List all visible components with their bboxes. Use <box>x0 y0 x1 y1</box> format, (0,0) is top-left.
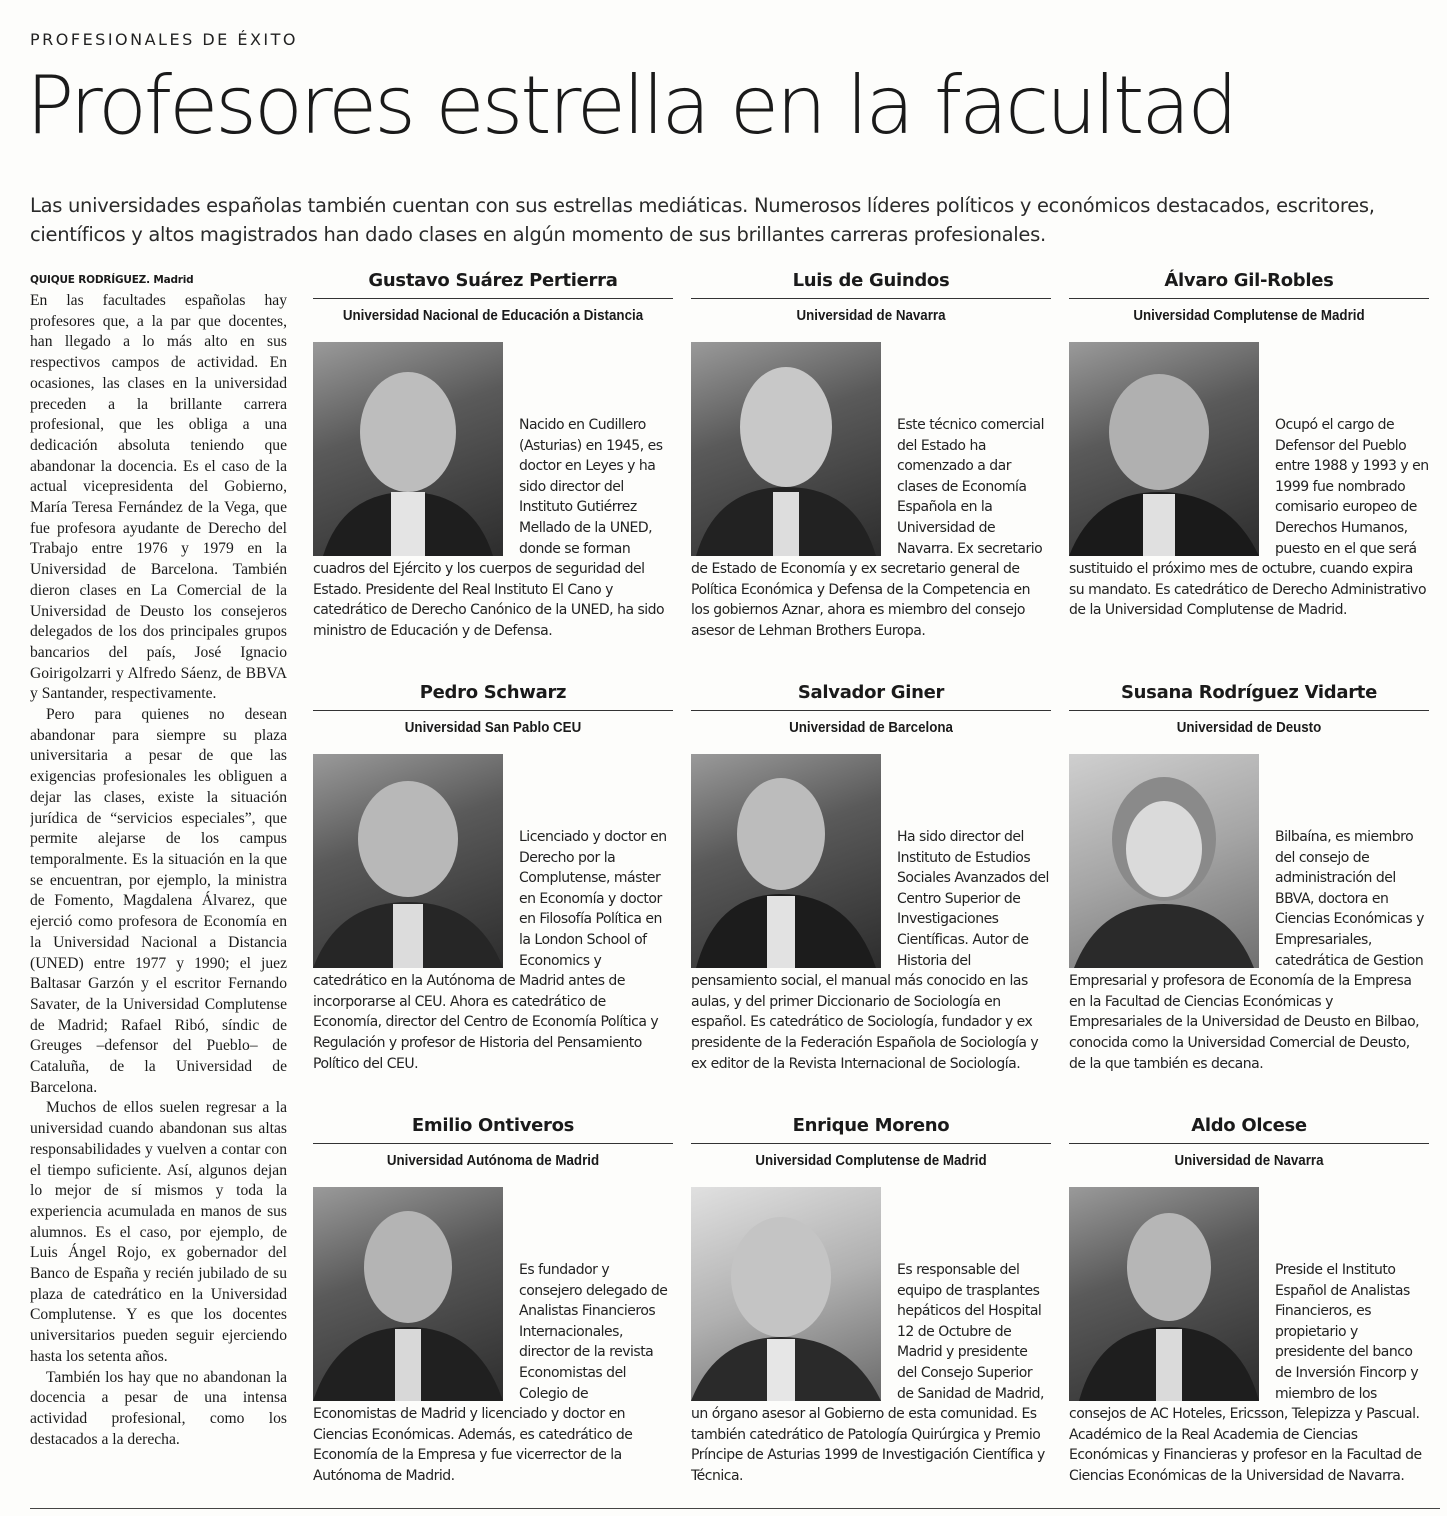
profile-name: Álvaro Gil-Robles <box>1164 270 1334 291</box>
profile-card <box>691 270 1051 695</box>
profile-card <box>313 270 673 695</box>
profile-name: Emilio Ontiveros <box>411 1115 575 1136</box>
profile-bio: Nacido en Cudillero (Asturias) en 1945, es doctor en Leyes y ha sido director del Instituto Gutiérrez Mellado de la UNED, donde se forman cuadros del Ejército y los cuerpos de seguridad del Estado. Presidente del Real Instituto El Cano y catedrático de Derecho Canónico de la UNED, ha sido ministro de Educación y de Defensa. <box>313 417 665 639</box>
profile-university: Universidad de Navarra <box>796 308 946 324</box>
section-label: PROFESIONALES DE ÉXITO <box>30 30 298 49</box>
profile-bio: Bilbaína, es miembro del consejo de administración del BBVA, doctora en Ciencias Económicas y Empresariales, catedrática de Gestion Empresarial y profesora de Economía de la Empresa en la Facultad de Ciencias Económicas y Empresariales de la Universidad de Deusto en Bilbao, conocida como la Universidad Comercial de Deusto, de la que también es decana. <box>1069 829 1424 1072</box>
profile-card <box>691 1115 1051 1516</box>
profile-name: Pedro Schwarz <box>419 682 567 703</box>
profile-name: Salvador Giner <box>797 682 945 703</box>
bottom-rule <box>30 1508 1440 1509</box>
profile-card <box>1069 270 1429 695</box>
profile-university: Universidad de Navarra <box>1174 1153 1324 1169</box>
profile-bio: Preside el Instituto Español de Analistas Financieros, es propietario y presidente del banco de Inversión Fincorp y miembro de los consejos de AC Hoteles, Ericsson, Telepizza y Pascual. Académico de la Real Academia de Ciencias Económicas y Financieras y profesor en la Facultad de Ciencias Económicas de la Universidad de Navarra. <box>1069 1262 1422 1484</box>
profile-bio: Este técnico comercial del Estado ha comenzado a dar clases de Economía Española en la Universidad de Navarra. Ex secretario de Estado de Economía y ex secretario general de Política Económica y Defensa de la Competencia en los gobiernos Aznar, ahora es miembro del consejo asesor de Lehman Brothers Europa. <box>691 417 1044 639</box>
profile-card <box>313 682 673 1107</box>
profile-divider <box>691 298 1051 299</box>
profile-card <box>1069 1115 1429 1516</box>
profile-university: Universidad de Barcelona <box>789 720 953 736</box>
profile-name: Enrique Moreno <box>792 1115 950 1136</box>
profile-divider <box>1069 1143 1429 1144</box>
profile-bio: Licenciado y doctor en Derecho por la Complutense, máster en Economía y doctor en Filosofía Política en la London School of Economics y catedrático en la Autónoma de Madrid antes de incorporarse al CEU. Ahora es catedrático de Economía, director del Centro de Economía Política y Regulación y profesor de Historia del Pensamiento Político del CEU. <box>313 829 667 1072</box>
profile-divider <box>691 710 1051 711</box>
body-paragraph: En las facultades españolas hay profesores que, a la par que docentes, han llegado a lo más alto en sus respectivos campos de actividad. En ocasiones, las clases en la universidad preceden a la brillante carrera profesional, que les obliga a una dedicación absoluta teniendo que abandonar la docencia. Es el caso de la actual vicepresidenta del Gobierno, María Teresa Fernández de la Vega, que fue profesora ayudante de Derecho del Trabajo entre 1976 y 1979 en la Universidad de Barcelona. También dieron clases en La Comercial de la Universidad de Deusto los consejeros delegados de los dos principales grupos bancarios del país, José Ignacio Goirigolzarri y Alfredo Sáenz, de BBVA y Santander, respectivamente. <box>30 292 287 703</box>
body-paragraph: Pero para quienes no desean abandonar para siempre su plaza universitaria a pesar de que las exigencias profesionales les obliguen a dejar las clases, existe la situación jurídica de “servicios especiales”, que permite alejarse de los campus temporalmente. Es la situación en la que se encuentran, por ejemplo, la ministra de Fomento, Magdalena Álvarez, que ejerció como profesora de Economía en la Universidad Nacional a Distancia (UNED) entre 1977 y 1990; el juez Baltasar Garzón y el escritor Fernando Savater, de la Universidad Complutense de Madrid; Rafael Ribó, síndic de Greuges –defensor del Pueblo– de Cataluña, de la Universidad de Barcelona. <box>30 706 287 1096</box>
profile-card <box>691 682 1051 1107</box>
profile-university: Universidad Complutense de Madrid <box>755 1153 987 1169</box>
byline: QUIQUE RODRÍGUEZ. Madrid <box>30 274 194 286</box>
profile-divider <box>313 1143 673 1144</box>
profile-university: Universidad Complutense de Madrid <box>1133 308 1365 324</box>
deck: Las universidades españolas también cuentan con sus estrellas mediáticas. Numerosos líderes políticos y económicos destacados, escritores, científicos y altos magistrados han dado clases en algún momento de sus brillantes carreras profesionales. <box>30 194 1375 246</box>
profile-name: Aldo Olcese <box>1191 1115 1307 1136</box>
profile-divider <box>313 710 673 711</box>
profile-bio: Ocupó el cargo de Defensor del Pueblo entre 1988 y 1993 y en 1999 fue nombrado comisario europeo de Derechos Humanos, puesto en el que será sustituido el próximo mes de octubre, cuando expira su mandato. Es catedrático de Derecho Administrativo de la Universidad Complutense de Madrid. <box>1069 417 1429 619</box>
profile-university: Universidad San Pablo CEU <box>404 720 582 736</box>
profile-bio: Ha sido director del Instituto de Estudios Sociales Avanzados del Centro Superior de Investigaciones Científicas. Autor de Historia del pensamiento social, el manual más conocido en las aulas, y del primer Diccionario de Sociología en español. Es catedrático de Sociología, fundador y ex presidente de la Federación Española de Sociología y ex editor de la Revista Internacional de Sociología. <box>691 829 1049 1072</box>
profile-name: Susana Rodríguez Vidarte <box>1121 682 1377 703</box>
profile-divider <box>691 1143 1051 1144</box>
body-paragraph: Muchos de ellos suelen regresar a la universidad cuando abandonan sus altas responsabilidades y vuelven a contar con el tiempo suficiente. Así, algunos dejan lo mejor de sí mismos y toda la experiencia acumulada en manos de sus alumnos. Es el caso, por ejemplo, de Luis Ángel Rojo, ex gobernador del Banco de España y recién jubilado de su plaza de catedrático en la Universidad Complutense. Y es que los docentes universitarios pueden seguir ejerciendo hasta los setenta años. <box>30 1099 287 1365</box>
body-column <box>30 291 287 1501</box>
profile-university: Universidad Nacional de Educación a Distancia <box>342 308 644 324</box>
profile-bio: Es fundador y consejero delegado de Analistas Financieros Internacionales, director de la revista Economistas del Colegio de Economistas de Madrid y licenciado y doctor en Ciencias Económicas. Además, es catedrático de Economía de la Empresa y fue vicerrector de la Autónoma de Madrid. <box>313 1262 668 1484</box>
headline: Profesores estrella en la facultad <box>26 59 1236 152</box>
profile-divider <box>313 298 673 299</box>
body-paragraph: También los hay que no abandonan la docencia a pesar de una intensa actividad profesional, como los destacados a la derecha. <box>30 1368 287 1448</box>
profile-name: Gustavo Suárez Pertierra <box>368 270 618 291</box>
profile-name: Luis de Guindos <box>792 270 950 291</box>
profile-divider <box>1069 710 1429 711</box>
profile-university: Universidad Autónoma de Madrid <box>386 1153 600 1169</box>
profile-bio: Es responsable del equipo de trasplantes hepáticos del Hospital 12 de Octubre de Madrid y presidente del Consejo Superior de Sanidad de Madrid, un órgano asesor al Gobierno de esta comunidad. Es también catedrático de Patología Quirúrgica y Premio Príncipe de Asturias 1999 de Investigación Científica y Técnica. <box>691 1262 1045 1484</box>
profile-card <box>313 1115 673 1516</box>
profile-card <box>1069 682 1429 1107</box>
profile-university: Universidad de Deusto <box>1176 720 1322 736</box>
profile-divider <box>1069 298 1429 299</box>
